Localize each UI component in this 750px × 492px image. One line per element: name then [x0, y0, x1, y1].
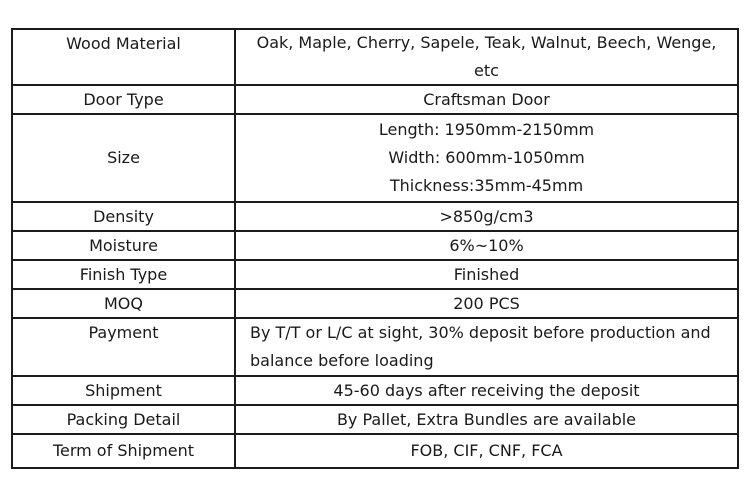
- row-value: Oak, Maple, Cherry, Sapele, Teak, Walnut, Beech, Wenge, etc: [256, 33, 717, 80]
- table-row-density: [13, 201, 737, 230]
- row-label: Shipment: [13, 377, 236, 404]
- table-row-moisture: [13, 230, 737, 259]
- row-value: 6%~10%: [449, 235, 524, 255]
- table-row-finish-type: [13, 259, 737, 288]
- table-row-door-type: [13, 84, 737, 113]
- row-value: >850g/cm3: [439, 206, 534, 226]
- table-row-wood-material: [13, 30, 737, 84]
- row-value: By Pallet, Extra Bundles are available: [336, 409, 637, 429]
- row-label: Size: [13, 115, 236, 201]
- row-value: Craftsman Door: [423, 89, 550, 109]
- table-row-packing-detail: [13, 404, 737, 433]
- size-line-thickness: Thickness:35mm-45mm: [389, 176, 584, 195]
- row-value: 45-60 days after receiving the deposit: [333, 380, 640, 400]
- table-row-payment: [13, 317, 737, 375]
- row-label: Moisture: [13, 232, 236, 259]
- table-row-size: [13, 113, 737, 201]
- row-value: By T/T or L/C at sight, 30% deposit before production and balance before loading: [250, 323, 711, 370]
- row-value: 200 PCS: [453, 293, 520, 313]
- row-label: Door Type: [13, 86, 236, 113]
- row-value: [236, 115, 737, 201]
- row-label: Packing Detail: [13, 406, 236, 433]
- row-value: FOB, CIF, CNF, FCA: [410, 441, 563, 460]
- table-row-moq: [13, 288, 737, 317]
- table-row-term-of-shipment: [13, 433, 737, 467]
- size-lines: [244, 116, 729, 200]
- row-label: Density: [13, 203, 236, 230]
- row-label: MOQ: [13, 290, 236, 317]
- row-label: Wood Material: [13, 30, 236, 84]
- row-label: Payment: [13, 319, 236, 375]
- row-value: Finished: [453, 264, 520, 284]
- table-row-shipment: [13, 375, 737, 404]
- product-spec-table: [11, 28, 739, 469]
- size-line-width: Width: 600mm-1050mm: [388, 148, 585, 167]
- size-line-length: Length: 1950mm-2150mm: [378, 120, 595, 139]
- row-label: Finish Type: [13, 261, 236, 288]
- row-label: Term of Shipment: [13, 435, 236, 467]
